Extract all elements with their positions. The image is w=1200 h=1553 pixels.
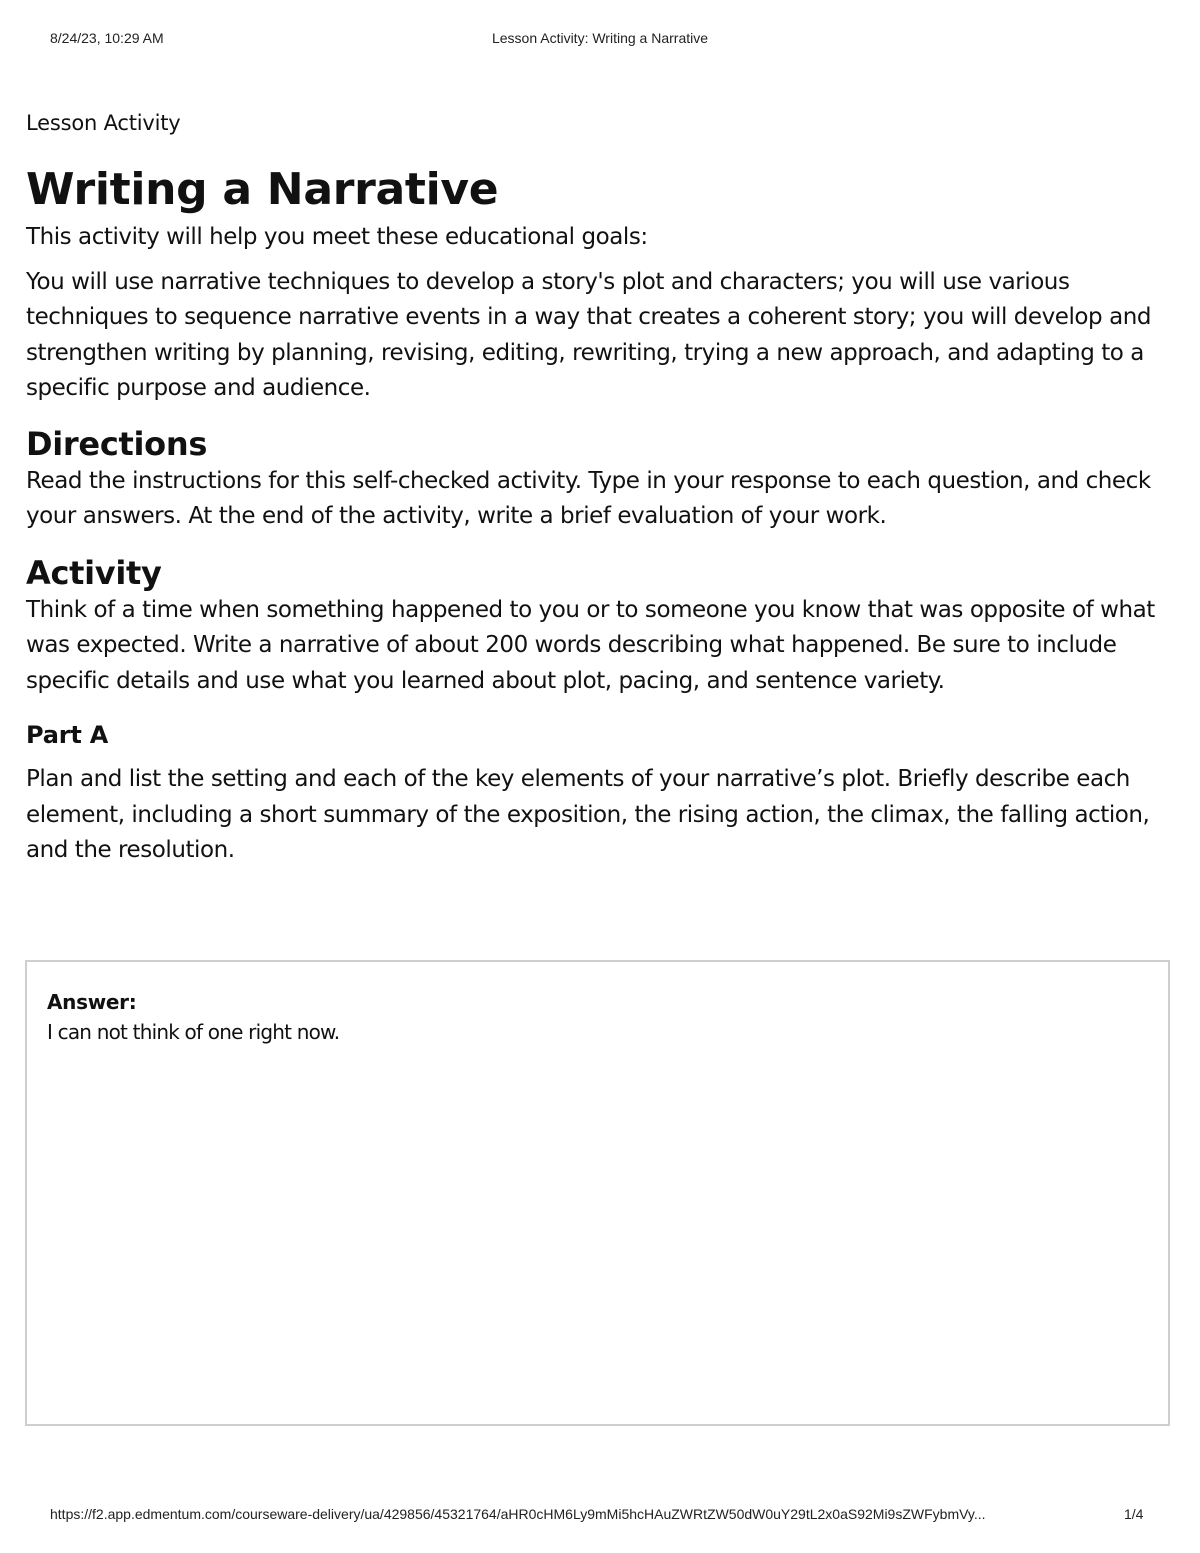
part-a-text: Plan and list the setting and each of the key elements of your narrative’s plot. Briefly describe each element, including a short summary of the exposition, the rising action, the climax, the falling action, and the resolution. — [26, 766, 1150, 863]
lesson-kicker: Lesson Activity — [26, 111, 181, 135]
part-a-heading: Part A — [26, 721, 109, 749]
print-page-number: 1/4 — [1124, 1506, 1144, 1522]
directions-text: Read the instructions for this self-checked activity. Type in your response to each question, and check your answers. At the end of the activity, write a brief evaluation of your work. — [26, 467, 1151, 529]
answer-text: I can not think of one right now. — [47, 1020, 340, 1044]
lesson-content — [26, 108, 1174, 884]
print-document-title: Lesson Activity: Writing a Narrative — [491, 30, 709, 46]
print-url: https://f2.app.edmentum.com/courseware-delivery/ua/429856/45321764/aHR0cHM6Ly9mMi5hcHAuZWRtZW50dW0uY29tL2x0aS92Mi9sZWFybmVy... — [50, 1506, 986, 1522]
goals-text: You will use narrative techniques to develop a story's plot and characters; you will use various techniques to sequence narrative events in a way that creates a coherent story; you will develop and strengthen writing by planning, revising, editing, rewriting, trying a new approach, and adapting to a specific purpose and audience. — [26, 268, 1151, 401]
answer-label: Answer: — [47, 990, 137, 1014]
activity-text: Think of a time when something happened to you or to someone you know that was opposite of what was expected. Write a narrative of about 200 words describing what happened. Be sure to include specific details and use what you learned about plot, pacing, and sentence variety. — [26, 596, 1155, 694]
page-title: Writing a Narrative — [26, 164, 499, 215]
activity-heading: Activity — [26, 553, 162, 592]
print-header — [0, 30, 1200, 50]
answer-box[interactable] — [25, 960, 1170, 1426]
goals-intro: This activity will help you meet these educational goals: — [26, 224, 648, 250]
print-footer — [0, 1506, 1200, 1526]
directions-heading: Directions — [26, 424, 208, 463]
print-date: 8/24/23, 10:29 AM — [50, 30, 164, 46]
